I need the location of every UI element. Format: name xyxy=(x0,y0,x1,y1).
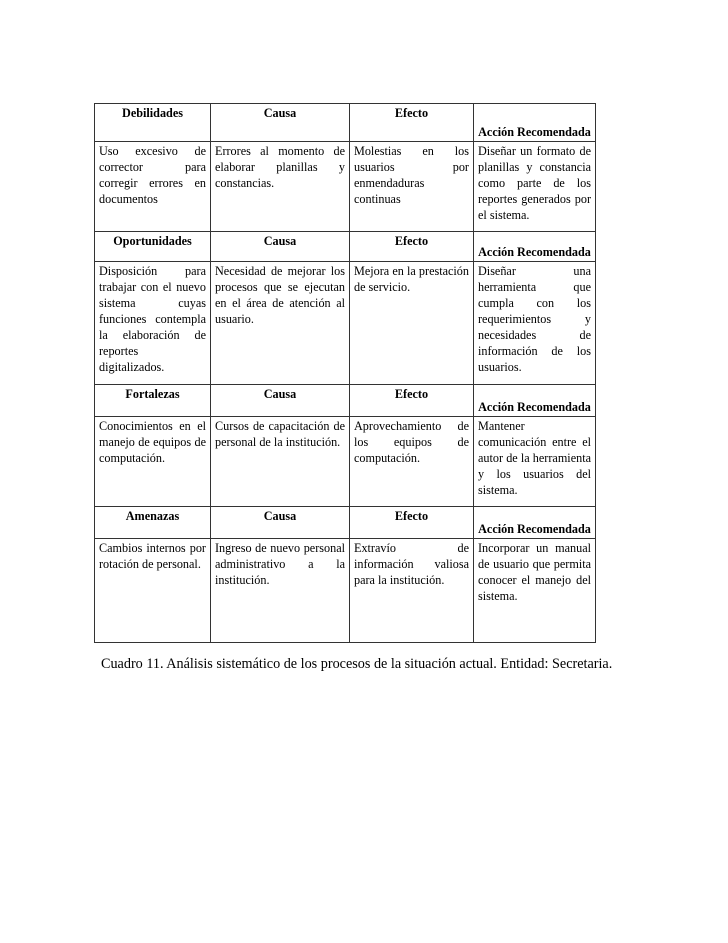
header-efecto: Efecto xyxy=(350,385,474,417)
header-causa: Causa xyxy=(211,385,350,417)
cell-causa: Cursos de capacitación de personal de la institución. xyxy=(211,417,350,507)
cell-category: Uso excesivo de corrector para corregir errores en documentos xyxy=(95,142,211,232)
header-category: Amenazas xyxy=(95,507,211,539)
table-row xyxy=(95,417,596,507)
section-header-amenazas xyxy=(95,507,596,539)
header-efecto: Efecto xyxy=(350,507,474,539)
cell-efecto: Aprovechamiento de los equipos de computación. xyxy=(350,417,474,507)
header-accion: Acción Recomendada xyxy=(474,507,596,539)
cell-causa: Ingreso de nuevo personal administrativo a la institución. xyxy=(211,539,350,643)
cell-causa: Errores al momento de elaborar planillas y constancias. xyxy=(211,142,350,232)
section-header-oportunidades xyxy=(95,232,596,262)
table-caption: Cuadro 11. Análisis sistemático de los procesos de la situación actual. Entidad: Secretaria. xyxy=(101,656,613,672)
header-accion: Acción Recomendada xyxy=(474,385,596,417)
header-causa: Causa xyxy=(211,104,350,142)
header-accion: Acción Recomendada xyxy=(474,232,596,262)
header-efecto: Efecto xyxy=(350,104,474,142)
cell-accion: Mantener comunicación entre el autor de la herramienta y los usuarios del sistema. xyxy=(474,417,596,507)
cell-category: Cambios internos por rotación de personal. xyxy=(95,539,211,643)
header-accion: Acción Recomendada xyxy=(474,104,596,142)
cell-accion: Diseñar un formato de planillas y constancia como parte de los reportes generados por el sistema. xyxy=(474,142,596,232)
cell-category: Disposición para trabajar con el nuevo sistema cuyas funciones contempla la elaboración de reportes digitalizados. xyxy=(95,262,211,385)
section-header-debilidades xyxy=(95,104,596,142)
section-header-fortalezas xyxy=(95,385,596,417)
swot-table xyxy=(94,103,596,643)
table-row xyxy=(95,142,596,232)
table-row xyxy=(95,539,596,643)
header-causa: Causa xyxy=(211,507,350,539)
cell-efecto: Molestias en los usuarios por enmendaduras continuas xyxy=(350,142,474,232)
cell-efecto: Extravío de información valiosa para la institución. xyxy=(350,539,474,643)
header-category: Debilidades xyxy=(95,104,211,142)
header-causa: Causa xyxy=(211,232,350,262)
cell-category: Conocimientos en el manejo de equipos de computación. xyxy=(95,417,211,507)
header-efecto: Efecto xyxy=(350,232,474,262)
table-row xyxy=(95,262,596,385)
cell-causa: Necesidad de mejorar los procesos que se ejecutan en el área de atención al usuario. xyxy=(211,262,350,385)
header-category: Oportunidades xyxy=(95,232,211,262)
cell-accion: Diseñar una herramienta que cumpla con los requerimientos y necesidades de información de los usuarios. xyxy=(474,262,596,385)
cell-accion: Incorporar un manual de usuario que permita conocer el manejo del sistema. xyxy=(474,539,596,643)
cell-efecto: Mejora en la prestación de servicio. xyxy=(350,262,474,385)
header-category: Fortalezas xyxy=(95,385,211,417)
